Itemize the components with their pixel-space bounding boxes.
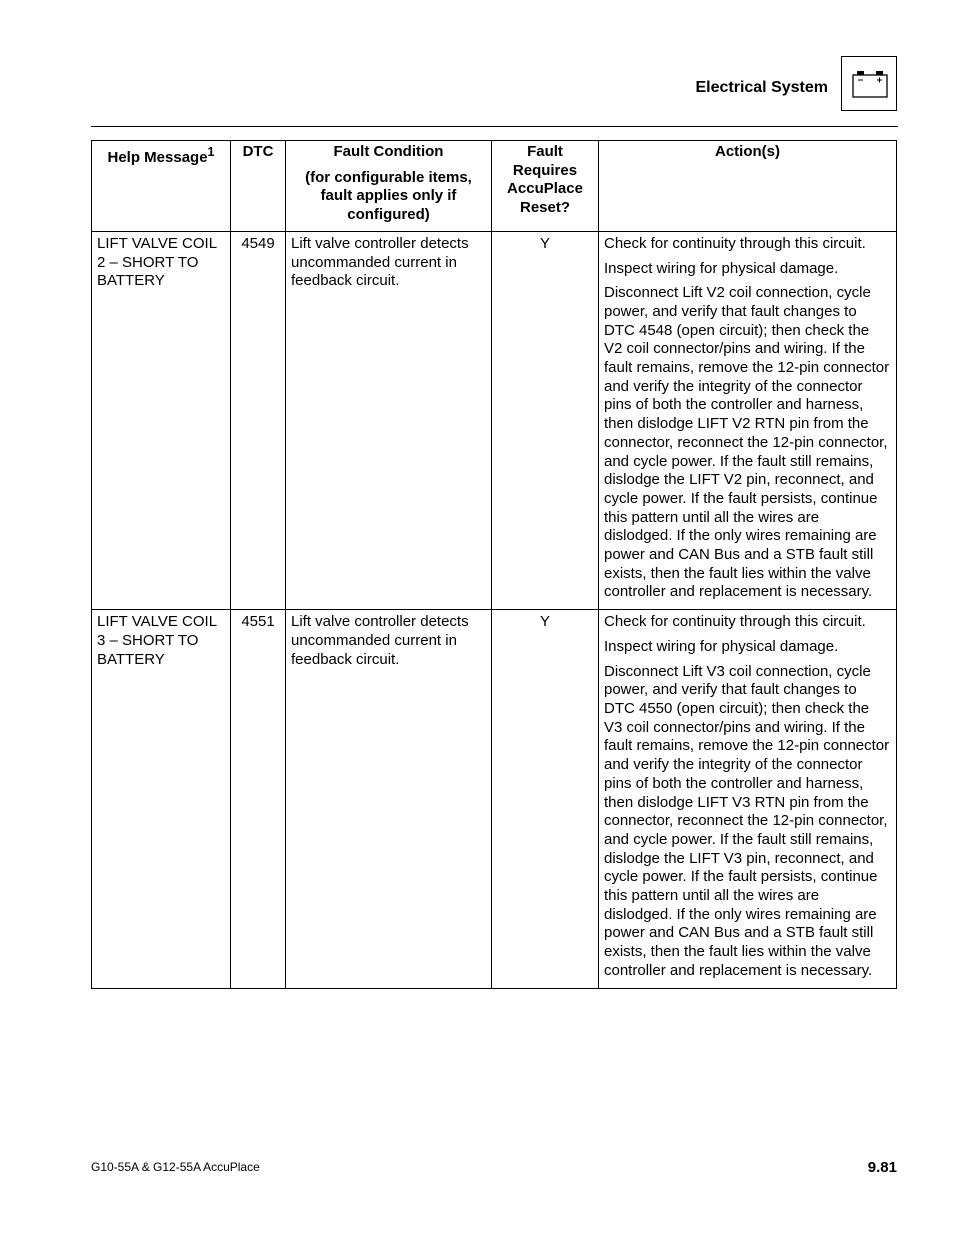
action-step: Disconnect Lift V2 coil connection, cycle power, and verify that fault changes to DTC 4548 (open circuit); then check the V2 coil connector/pins and wiring. If the fault remains, remove the 12-pin connector and verify the integrity of the connector pins of both the controller and harness, then dislodge LIFT V2 RTN pin from the connector, reconnect the 12-pin connector, and cycle power. If the fault still remains, dislodge the LIFT V2 pin, reconnect, and cycle power. If the fault persists, continue this pattern until all the wires are dislodged. If the only wires remaining are power and CAN Bus and a STB fault still exists, then the fault lies within the valve controller and replacement is necessary. [604,284,890,601]
section-icon-box [841,56,897,111]
table-row [92,231,897,609]
header-dtc: DTC [231,141,286,232]
actions-cell [599,610,897,988]
header-reset: Fault Requires AccuPlace Reset? [492,141,599,232]
action-step: Check for continuity through this circuit. [604,234,866,252]
action-step: Inspect wiring for physical damage. [604,259,839,277]
help-message-cell: LIFT VALVE COIL 2 – SHORT TO BATTERY [92,231,231,609]
header-fault-condition [286,141,492,232]
reset-cell: Y [492,610,599,988]
dtc-cell: 4549 [231,231,286,609]
dtc-cell: 4551 [231,610,286,988]
battery-icon [852,70,888,98]
help-message-cell: LIFT VALVE COIL 3 – SHORT TO BATTERY [92,610,231,988]
header-help-message [92,141,231,232]
action-step: Disconnect Lift V3 coil connection, cycle power, and verify that fault changes to DTC 4550 (open circuit); then check the V3 coil connector/pins and wiring. If the fault remains, remove the 12-pin connector and verify the integrity of the connector pins of both the controller and harness, then dislodge LIFT V3 RTN pin from the connector, reconnect the 12-pin connector, and cycle power. If the fault still remains, dislodge the LIFT V3 pin, reconnect, and cycle power. If the fault persists, continue this pattern until all the wires are dislodged. If the only wires remaining are power and CAN Bus and a STB fault still exists, then the fault lies within the valve controller and replacement is necessary. [604,662,890,979]
header-actions: Action(s) [599,141,897,232]
header-fault-condition-note: (for configurable items, fault applies only if configured) [305,168,472,224]
action-step: Inspect wiring for physical damage. [604,637,839,655]
header-rule [91,126,898,127]
footer-model: G10-55A & G12-55A AccuPlace [91,1160,260,1174]
page-number: 9.81 [867,1159,897,1176]
fault-table [91,140,897,989]
section-title: Electrical System [695,79,828,96]
header-fault-condition-label: Fault Condition [333,143,444,160]
reset-cell: Y [492,231,599,609]
fault-condition-cell: Lift valve controller detects uncommanded current in feedback circuit. [286,610,492,988]
actions-cell [599,231,897,609]
action-step: Check for continuity through this circuit. [604,613,866,631]
fault-condition-cell: Lift valve controller detects uncommanded current in feedback circuit. [286,231,492,609]
header-help-message-label: Help Message [107,149,208,166]
table-row [92,610,897,988]
table-header-row [92,141,897,232]
footnote-marker: 1 [207,145,215,159]
